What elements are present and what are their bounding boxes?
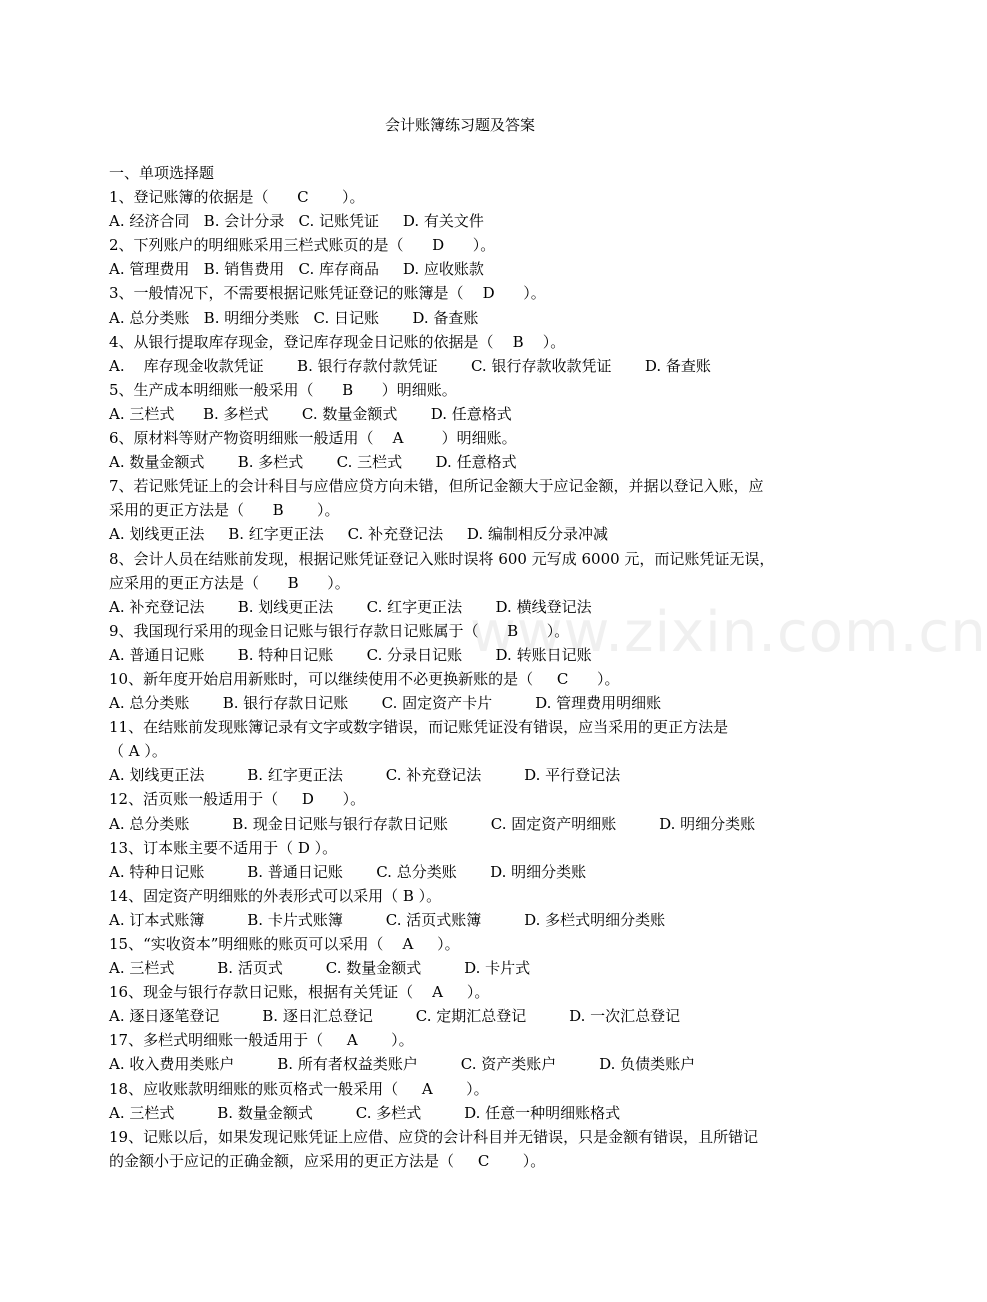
question-7: 7、若记账凭证上的会计科目与应借应贷方向未错，但所记金额大于应记金额，并据以登记入账，应 <box>109 477 764 496</box>
question-3: 3、一般情况下，不需要根据记账凭证登记的账簿是（ D ）。 <box>109 284 546 303</box>
options-6: A. 数量金额式 B. 多栏式 C. 三栏式 D. 任意格式 <box>109 453 517 472</box>
options-1: A. 经济合同 B. 会计分录 C. 记账凭证 D. 有关文件 <box>109 212 484 231</box>
question-9: 9、我国现行采用的现金日记账与银行存款日记账属于（ B ）。 <box>109 621 570 640</box>
question-13: 13、订本账主要不适用于（ D ）。 <box>109 838 338 857</box>
options-4: A. 库存现金收款凭证 B. 银行存款付款凭证 C. 银行存款收款凭证 D. 备查账 <box>109 356 711 375</box>
question-list <box>109 161 815 1173</box>
question-16: 16、现金与银行存款日记账，根据有关凭证（ A ）。 <box>109 983 490 1002</box>
question-12: 12、活页账一般适用于（ D ）。 <box>109 790 366 809</box>
options-13: A. 特种日记账 B. 普通日记账 C. 总分类账 D. 明细分类账 <box>109 862 587 881</box>
question-2: 2、下列账户的明细账采用三栏式账页的是（ D ）。 <box>109 236 496 255</box>
question-14: 14、固定资产明细账的外表形式可以采用（ B ）。 <box>109 886 442 905</box>
question-19-cont: 的金额小于应记的正确金额，应采用的更正方法是（ C ）。 <box>109 1151 546 1170</box>
options-18: A. 三栏式 B. 数量金额式 C. 多栏式 D. 任意一种明细账格式 <box>109 1103 621 1122</box>
options-14: A. 订本式账簿 B. 卡片式账簿 C. 活页式账簿 D. 多栏式明细分类账 <box>109 910 666 929</box>
options-2: A. 管理费用 B. 销售费用 C. 库存商品 D. 应收账款 <box>109 260 484 279</box>
question-11: 11、在结账前发现账簿记录有文字或数字错误，而记账凭证没有错误，应当采用的更正方法是 <box>109 718 729 737</box>
question-10: 10、新年度开始启用新账时，可以继续使用不必更换新账的是（ C ）。 <box>109 669 620 688</box>
options-3: A. 总分类账 B. 明细分类账 C. 日记账 D. 备查账 <box>109 308 479 327</box>
question-8-cont: 应采用的更正方法是（ B ）。 <box>109 573 350 592</box>
options-7: A. 划线更正法 B. 红字更正法 C. 补充登记法 D. 编制相反分录冲减 <box>109 525 608 544</box>
options-15: A. 三栏式 B. 活页式 C. 数量金额式 D. 卡片式 <box>109 959 531 978</box>
question-15: 15、“实收资本”明细账的账页可以采用（ A ）。 <box>109 935 460 953</box>
question-18: 18、应收账款明细账的账页格式一般采用（ A ）。 <box>109 1079 489 1098</box>
question-4: 4、从银行提取库存现金，登记库存现金日记账的依据是（ B ）。 <box>109 332 566 351</box>
question-11-cont: （ A ）。 <box>109 742 167 761</box>
question-19: 19、记账以后，如果发现记账凭证上应借、应贷的会计科目并无错误，只是金额有错误，且所错记 <box>109 1127 759 1146</box>
section-heading: 一、单项选择题 <box>109 164 215 182</box>
question-17: 17、多栏式明细账一般适用于（ A ）。 <box>109 1031 414 1050</box>
options-17: A. 收入费用类账户 B. 所有者权益类账户 C. 资产类账户 D. 负债类账户 <box>109 1055 696 1074</box>
question-5: 5、生产成本明细账一般采用（ B ）明细账。 <box>109 380 457 399</box>
options-10: A. 总分类账 B. 银行存款日记账 C. 固定资产卡片 D. 管理费用明细账 <box>109 694 662 713</box>
options-8: A. 补充登记法 B. 划线更正法 C. 红字更正法 D. 横线登记法 <box>109 597 592 616</box>
question-8: 8、会计人员在结账前发现，根据记账凭证登记入账时误将 600 元写成 6000 元，而记账凭证无误， <box>109 549 775 568</box>
question-6: 6、原材料等财产物资明细账一般适用（ A ）明细账。 <box>109 429 517 448</box>
watermark: www.zixin.com.cn <box>470 600 987 665</box>
question-1: 1、登记账簿的依据是（ C ）。 <box>109 188 365 207</box>
question-7-cont: 采用的更正方法是（ B ）。 <box>109 501 340 520</box>
options-5: A. 三栏式 B. 多栏式 C. 数量金额式 D. 任意格式 <box>109 404 512 423</box>
options-12: A. 总分类账 B. 现金日记账与银行存款日记账 C. 固定资产明细账 D. 明细分类账 <box>109 814 756 833</box>
document-title: 会计账簿练习题及答案 <box>384 116 535 134</box>
options-11: A. 划线更正法 B. 红字更正法 C. 补充登记法 D. 平行登记法 <box>109 766 621 785</box>
options-16: A. 逐日逐笔登记 B. 逐日汇总登记 C. 定期汇总登记 D. 一次汇总登记 <box>109 1007 681 1026</box>
options-9: A. 普通日记账 B. 特种日记账 C. 分录日记账 D. 转账日记账 <box>109 645 592 664</box>
